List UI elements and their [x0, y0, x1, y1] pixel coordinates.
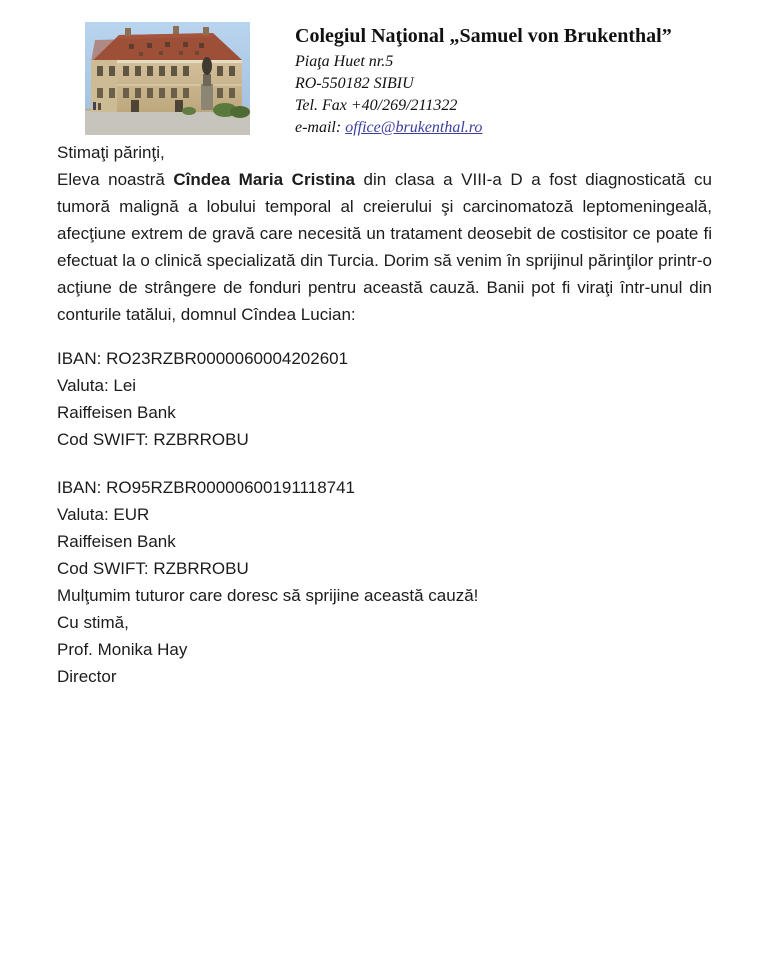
main-paragraph: [57, 166, 712, 328]
salutation: Stimaţi părinţi,: [57, 143, 165, 162]
paragraph-text-pre: Eleva noastră: [57, 170, 174, 189]
bank-name-eur: Raiffeisen Bank: [57, 532, 176, 551]
account-block-lei: [57, 345, 712, 453]
address-line-2: RO-550182 SIBIU: [295, 75, 414, 92]
school-building-photo: [85, 22, 250, 135]
paragraph-text-post: din clasa a VIII-a D a fost diagnosticată cu tumoră malignă a lobului temporal al creierului şi carcinomatoză leptomeningeală, afecţiune extrem de gravă care necesită un tratament deosebit de costisitor ce poate fi efectuat la o clinică specializată din Turcia. Dorim să venim în sprijinul părinţilor printr-o acţiune de strângere de fonduri pentru această cauză. Banii pot fi viraţi într-unul din conturile tatălui, domnul Cîndea Lucian:: [57, 170, 712, 324]
bank-name-lei: Raiffeisen Bank: [57, 403, 176, 422]
swift-code-lei: Cod SWIFT: RZBRROBU: [57, 430, 249, 449]
phone-fax-line: Tel. Fax +40/269/211322: [295, 97, 458, 114]
student-name: Cîndea Maria Cristina: [173, 170, 355, 189]
email-label: e-mail:: [295, 119, 346, 136]
letterhead: [0, 0, 764, 139]
thanks-line: Mulţumim tuturor care doresc să sprijine această cauză!: [57, 586, 479, 605]
account-block-eur: [57, 474, 712, 582]
letterhead-text: [295, 22, 672, 139]
email-line: [295, 117, 672, 139]
school-building-illustration: [85, 22, 250, 135]
address-line-1: Piaţa Huet nr.5: [295, 53, 394, 70]
currency-lei: Valuta: Lei: [57, 376, 137, 395]
currency-eur: Valuta: EUR: [57, 505, 150, 524]
signature-name: Prof. Monika Hay: [57, 640, 188, 659]
closing-line: Cu stimă,: [57, 613, 129, 632]
email-link[interactable]: office@brukenthal.ro: [345, 119, 483, 136]
letter-body: [0, 139, 764, 690]
signature-title: Director: [57, 667, 117, 686]
iban-lei: IBAN: RO23RZBR0000060004202601: [57, 349, 349, 368]
school-name: Colegiul Naţional „Samuel von Brukenthal”: [295, 25, 672, 47]
iban-eur: IBAN: RO95RZBR00000600191118741: [57, 478, 356, 497]
swift-code-eur: Cod SWIFT: RZBRROBU: [57, 559, 249, 578]
